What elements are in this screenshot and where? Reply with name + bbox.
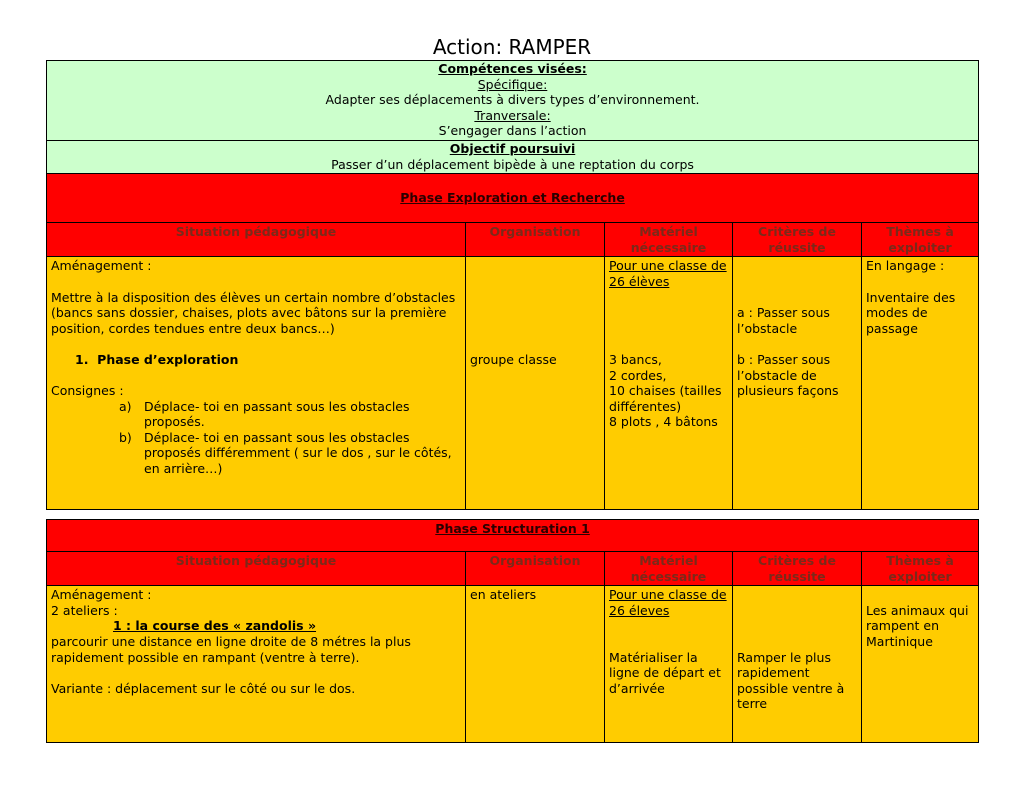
criteres-cell xyxy=(733,586,862,743)
materiel-item: 10 chaises (tailles différentes) xyxy=(609,383,722,414)
amenagement-text: Mettre à la disposition des élèves un certain nombre d’obstacles (bancs sans dossier, chaises, plots avec bâtons sur la première position, cordes tendues entre deux bancs…) xyxy=(51,289,456,336)
critere-item: Ramper le plus rapidement possible ventre à terre xyxy=(737,649,845,712)
themes-cell xyxy=(862,257,979,510)
criteres-cell xyxy=(733,257,862,510)
materiel-item: 2 cordes, xyxy=(609,367,667,383)
column-header-criteres: Critères de réussite xyxy=(733,552,862,586)
situation-cell xyxy=(47,257,466,510)
organisation-cell xyxy=(466,257,605,510)
atelier-text: parcourir une distance en ligne droite de 8 métres la plus rapidement possible en rampant (ventre à terre). xyxy=(51,633,411,665)
materiel-title: Pour une classe de 26 élèves xyxy=(609,258,727,289)
structuration-table xyxy=(46,519,979,743)
objectif-title: Objectif poursuivi xyxy=(449,140,576,156)
competences-cell xyxy=(47,61,979,141)
atelier-title: 1 : la course des « zandolis » xyxy=(113,618,317,634)
variante-text: Variante : déplacement sur le côté ou sur le dos. xyxy=(51,680,356,696)
consigne-item xyxy=(51,430,461,477)
phase-number: 1. xyxy=(75,351,89,367)
competences-title: Compétences visées: xyxy=(438,61,587,76)
themes-cell xyxy=(862,586,979,743)
objectif-cell xyxy=(47,140,979,173)
materiel-item: 3 bancs, xyxy=(609,351,662,367)
consigne-item xyxy=(51,399,461,430)
ateliers-label: 2 ateliers : xyxy=(51,602,118,618)
materiel-cell xyxy=(605,257,733,510)
organisation-cell xyxy=(466,586,605,743)
transversale-label: Tranversale: xyxy=(474,107,551,123)
materiel-title: Pour une classe de 26 éleves xyxy=(609,587,727,618)
situation-cell xyxy=(47,586,466,743)
consigne-text: Déplace- toi en passant sous les obstacles proposés. xyxy=(144,398,410,430)
column-header-criteres: Critères de réussite xyxy=(733,223,862,257)
materiel-item: 8 plots , 4 bâtons xyxy=(609,414,718,430)
column-header-materiel: Matériel nécessaire xyxy=(605,552,733,586)
amenagement-label: Aménagement : xyxy=(51,587,152,603)
column-header-themes: Thèmes à exploiter xyxy=(862,552,979,586)
competences-table xyxy=(46,60,979,510)
column-header-situation: Situation pédagogique xyxy=(47,223,466,257)
column-header-situation: Situation pédagogique xyxy=(47,552,466,586)
specifique-text: Adapter ses déplacements à divers types d’environnement. xyxy=(325,92,700,108)
consigne-letter: b) xyxy=(119,429,132,445)
objectif-text: Passer d’un déplacement bipède à une reptation du corps xyxy=(331,156,694,172)
phase-structuration-title: Phase Structuration 1 xyxy=(47,520,979,552)
page-title: Action: RAMPER xyxy=(432,35,592,59)
specifique-label: Spécifique: xyxy=(477,76,548,92)
phase-exploration-heading xyxy=(51,352,461,368)
consignes-label: Consignes : xyxy=(51,383,124,399)
consigne-text: Déplace- toi en passant sous les obstacles proposés différemment ( sur le dos , sur le côtés, en arrière…) xyxy=(144,429,452,477)
organisation-text: groupe classe xyxy=(470,351,557,367)
themes-text: Inventaire des modes de passage xyxy=(866,289,956,336)
themes-title: En langage : xyxy=(866,258,945,274)
column-header-organisation: Organisation xyxy=(466,223,605,257)
critere-item: b : Passer sous l’obstacle de plusieurs façons xyxy=(737,351,839,399)
phase-exploration-title: Phase Exploration et Recherche xyxy=(47,174,979,223)
column-header-materiel: Matériel nécessaire xyxy=(605,223,733,257)
column-header-themes: Thèmes à exploiter xyxy=(862,223,979,257)
column-header-organisation: Organisation xyxy=(466,552,605,586)
transversale-text: S’engager dans l’action xyxy=(438,123,587,139)
organisation-text: en ateliers xyxy=(470,587,537,603)
phase-label: Phase d’exploration xyxy=(97,351,239,367)
amenagement-label: Aménagement : xyxy=(51,258,152,274)
materiel-cell xyxy=(605,586,733,743)
critere-item: a : Passer sous l’obstacle xyxy=(737,305,830,336)
themes-text: Les animaux qui rampent en Martinique xyxy=(866,602,969,649)
materiel-text: Matérialiser la ligne de départ et d’arrivée xyxy=(609,649,721,696)
consigne-letter: a) xyxy=(119,398,132,414)
